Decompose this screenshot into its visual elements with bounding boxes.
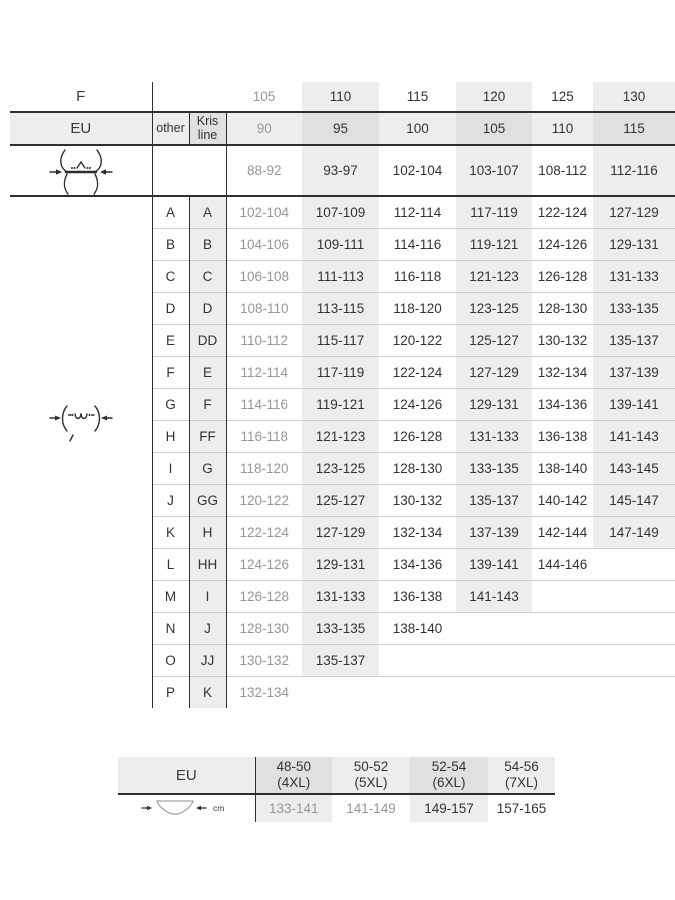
bust-range-cell: 117-119 (456, 196, 532, 228)
bust-range-cell: 124-126 (379, 388, 456, 420)
bust-range-cell: 125-127 (456, 324, 532, 356)
cm-unit-label: cm (213, 802, 225, 813)
bust-range-cell (532, 644, 593, 676)
underbust-range-cell: 88-92 (226, 145, 302, 196)
eu-size-value: 115 (593, 112, 675, 145)
briefs-measurement-icon (140, 798, 232, 820)
bust-range-cell: 129-131 (302, 548, 379, 580)
bust-range-cell (593, 580, 675, 612)
bust-range-cell: 120-122 (226, 484, 302, 516)
cup-letter-krisline: B (189, 228, 226, 260)
cup-letter-krisline: E (189, 356, 226, 388)
briefs-intl-size: (4XL) (277, 775, 311, 790)
briefs-intl-size: (7XL) (504, 775, 538, 790)
bust-range-cell: 128-130 (226, 612, 302, 644)
bust-range-cell: 126-128 (379, 420, 456, 452)
eu-size-row (10, 112, 675, 145)
bust-range-cell: 135-137 (456, 484, 532, 516)
bust-measurement-icon (48, 402, 114, 444)
eu-size-value: 110 (532, 112, 593, 145)
bust-range-cell: 116-118 (379, 260, 456, 292)
briefs-intl-size: (6XL) (432, 775, 466, 790)
bust-range-cell: 134-136 (532, 388, 593, 420)
cup-letter-krisline: K (189, 676, 226, 708)
bust-measurement-icon-cell (10, 196, 152, 708)
french-size-value: 130 (593, 82, 675, 112)
bust-range-cell (379, 644, 456, 676)
bust-range-cell: 104-106 (226, 228, 302, 260)
bust-range-cell: 122-124 (226, 516, 302, 548)
bust-range-cell: 122-124 (379, 356, 456, 388)
bust-range-cell: 131-133 (593, 260, 675, 292)
underbust-range-cell: 108-112 (532, 145, 593, 196)
empty-cell (152, 145, 226, 196)
cup-letter-other: O (152, 644, 189, 676)
bust-range-cell: 121-123 (456, 260, 532, 292)
bust-range-cell: 133-135 (302, 612, 379, 644)
cup-letter-krisline: C (189, 260, 226, 292)
bust-range-cell: 129-131 (593, 228, 675, 260)
bust-range-cell: 124-126 (532, 228, 593, 260)
cup-letter-other: B (152, 228, 189, 260)
hip-range-cell: 141-149 (346, 801, 396, 816)
bust-range-cell: 121-123 (302, 420, 379, 452)
bust-range-cell: 118-120 (379, 292, 456, 324)
bust-range-cell: 113-115 (302, 292, 379, 324)
bust-range-cell: 133-135 (593, 292, 675, 324)
bust-range-cell (593, 612, 675, 644)
underbust-range-cell: 93-97 (302, 145, 379, 196)
bust-range-cell: 123-125 (456, 292, 532, 324)
bust-range-cell: 141-143 (593, 420, 675, 452)
bust-range-cell: 116-118 (226, 420, 302, 452)
bust-range-cell: 137-139 (456, 516, 532, 548)
bust-range-cell (456, 644, 532, 676)
bust-range-cell: 115-117 (302, 324, 379, 356)
header-section (10, 82, 675, 196)
cup-letter-other: I (152, 452, 189, 484)
french-size-value: 120 (456, 82, 532, 112)
bust-range-cell: 139-141 (593, 388, 675, 420)
cup-letter-other: D (152, 292, 189, 324)
bust-range-cell: 131-133 (456, 420, 532, 452)
empty-cell (152, 82, 226, 112)
cup-letter-krisline: HH (189, 548, 226, 580)
bust-range-cell: 138-140 (379, 612, 456, 644)
cup-letter-krisline: DD (189, 324, 226, 356)
bust-range-cell: 141-143 (456, 580, 532, 612)
bust-range-cell: 139-141 (456, 548, 532, 580)
underbust-range-cell: 103-107 (456, 145, 532, 196)
cup-letter-krisline: H (189, 516, 226, 548)
briefs-eu-size-cell (410, 757, 488, 794)
french-size-value: 110 (302, 82, 379, 112)
bust-range-cell: 108-110 (226, 292, 302, 324)
bust-range-cell: 128-130 (532, 292, 593, 324)
underbust-row (10, 145, 675, 196)
bust-range-cell (456, 676, 532, 708)
hip-range-cell: 157-165 (496, 801, 547, 816)
briefs-eu-size-cell (332, 757, 410, 794)
bust-range-cell: 114-116 (379, 228, 456, 260)
briefs-eu-size-cell (488, 757, 555, 794)
bust-range-cell: 132-134 (379, 516, 456, 548)
bust-range-cell: 127-129 (593, 196, 675, 228)
bust-range-cell: 107-109 (302, 196, 379, 228)
bust-range-cell: 112-114 (393, 204, 442, 220)
underbust-range-cell: 102-104 (379, 145, 456, 196)
eu-size-label: EU (10, 112, 152, 145)
french-size-value: 115 (379, 82, 456, 112)
cup-letter-other: K (152, 516, 189, 548)
cup-letter-krisline: GG (189, 484, 226, 516)
bust-range-cell: 133-135 (456, 452, 532, 484)
hip-range-cell: 149-157 (410, 794, 488, 822)
bust-range-cell (593, 548, 675, 580)
cup-letter-krisline: A (189, 196, 226, 228)
bust-range-cell: 112-114 (226, 356, 302, 388)
bust-range-cell: 127-129 (456, 356, 532, 388)
bust-range-cell (379, 676, 456, 708)
briefs-outline (157, 801, 193, 814)
hip-range-cell: 133-141 (255, 794, 332, 822)
bust-range-cell: 114-116 (226, 388, 302, 420)
bust-range-cell: 134-136 (379, 548, 456, 580)
bust-range-cell: 119-121 (302, 388, 379, 420)
cup-letter-other: H (152, 420, 189, 452)
bust-range-cell: 122-124 (537, 204, 588, 220)
cup-letter-krisline: JJ (189, 644, 226, 676)
bust-range-cell: 135-137 (302, 644, 379, 676)
cup-letter-krisline: I (189, 580, 226, 612)
cup-letter-krisline: G (189, 452, 226, 484)
cup-size-section (10, 196, 675, 708)
cup-letter-other: J (152, 484, 189, 516)
bust-range-cell: 106-108 (226, 260, 302, 292)
french-size-row (10, 82, 675, 112)
other-brands-header: other (152, 112, 189, 145)
eu-size-value: 95 (302, 112, 379, 145)
bust-range-cell: 126-128 (226, 580, 302, 612)
eu-size-value: 105 (456, 112, 532, 145)
bust-range-cell: 110-112 (226, 324, 302, 356)
cup-letter-other: N (152, 612, 189, 644)
bust-range-cell: 132-134 (532, 356, 593, 388)
bust-range-cell: 126-128 (532, 260, 593, 292)
bust-range-cell: 127-129 (302, 516, 379, 548)
bust-range-cell (302, 676, 379, 708)
underbust-measurement-icon-cell (10, 145, 152, 196)
bust-range-cell: 119-121 (456, 228, 532, 260)
bust-range-cell: 123-125 (302, 452, 379, 484)
bust-range-cell: 136-138 (532, 420, 593, 452)
cup-letter-other: P (152, 676, 189, 708)
cup-letter-krisline: F (189, 388, 226, 420)
bust-range-cell: 124-126 (226, 548, 302, 580)
cup-letter-krisline: D (189, 292, 226, 324)
bust-range-cell (532, 676, 593, 708)
eu-size-value: 100 (379, 112, 456, 145)
cup-size-row (10, 196, 675, 228)
bust-range-cell: 132-134 (226, 676, 302, 708)
bust-range-cell: 136-138 (379, 580, 456, 612)
bust-range-cell: 131-133 (302, 580, 379, 612)
cup-letter-other: E (152, 324, 189, 356)
briefs-hip-range-row (118, 794, 555, 822)
cup-letter-krisline: FF (189, 420, 226, 452)
bra-size-chart-table (10, 82, 675, 708)
bust-range-cell: 102-104 (239, 204, 290, 220)
briefs-eu-size: 50-52 (353, 758, 389, 774)
bust-range-cell: 135-137 (593, 324, 675, 356)
bust-range-cell: 130-132 (226, 644, 302, 676)
bust-range-cell: 138-140 (532, 452, 593, 484)
briefs-eu-size-row (118, 757, 555, 794)
cup-letter-other: A (152, 196, 189, 228)
bust-range-cell: 137-139 (593, 356, 675, 388)
bust-range-cell: 140-142 (532, 484, 593, 516)
bust-range-cell: 120-122 (379, 324, 456, 356)
briefs-eu-size-cell (255, 757, 332, 794)
bust-range-cell: 144-146 (532, 548, 593, 580)
bust-range-cell: 145-147 (593, 484, 675, 516)
briefs-size-chart-table (118, 757, 555, 822)
bust-range-cell (456, 612, 532, 644)
french-size-label: F (10, 82, 152, 112)
bust-range-cell: 111-113 (302, 260, 379, 292)
bust-range-cell: 129-131 (456, 388, 532, 420)
bust-range-cell: 147-149 (593, 516, 675, 548)
cup-letter-other: L (152, 548, 189, 580)
briefs-eu-size: 54-56 (504, 758, 539, 774)
bust-range-cell (593, 676, 675, 708)
bust-range-cell: 130-132 (532, 324, 593, 356)
eu-size-value: 90 (226, 112, 302, 145)
cup-letter-other: G (152, 388, 189, 420)
cup-letter-other: M (152, 580, 189, 612)
cup-letter-other: C (152, 260, 189, 292)
bust-range-cell: 125-127 (302, 484, 379, 516)
french-size-value: 105 (226, 82, 302, 112)
bust-range-cell: 118-120 (226, 452, 302, 484)
bust-range-cell: 109-111 (302, 228, 379, 260)
bust-range-cell: 117-119 (302, 356, 379, 388)
french-size-value: 125 (532, 82, 593, 112)
bust-range-cell: 130-132 (379, 484, 456, 516)
bust-range-cell (593, 644, 675, 676)
underbust-range-cell: 112-116 (593, 145, 675, 196)
briefs-eu-size: 52-54 (431, 758, 467, 774)
bust-range-cell: 143-145 (593, 452, 675, 484)
briefs-eu-label: EU (118, 757, 255, 794)
cup-letter-other: F (152, 356, 189, 388)
briefs-intl-size: (5XL) (354, 775, 388, 790)
bust-range-cell (532, 580, 593, 612)
briefs-measurement-icon-cell (118, 794, 255, 822)
bust-range-cell (532, 612, 593, 644)
underbust-measurement-icon (48, 147, 114, 195)
bust-range-cell: 142-144 (532, 516, 593, 548)
bust-range-cell: 128-130 (379, 452, 456, 484)
briefs-eu-size: 48-50 (276, 758, 312, 774)
cup-letter-krisline: J (189, 612, 226, 644)
krisline-brand-header: Kris line (189, 112, 226, 145)
